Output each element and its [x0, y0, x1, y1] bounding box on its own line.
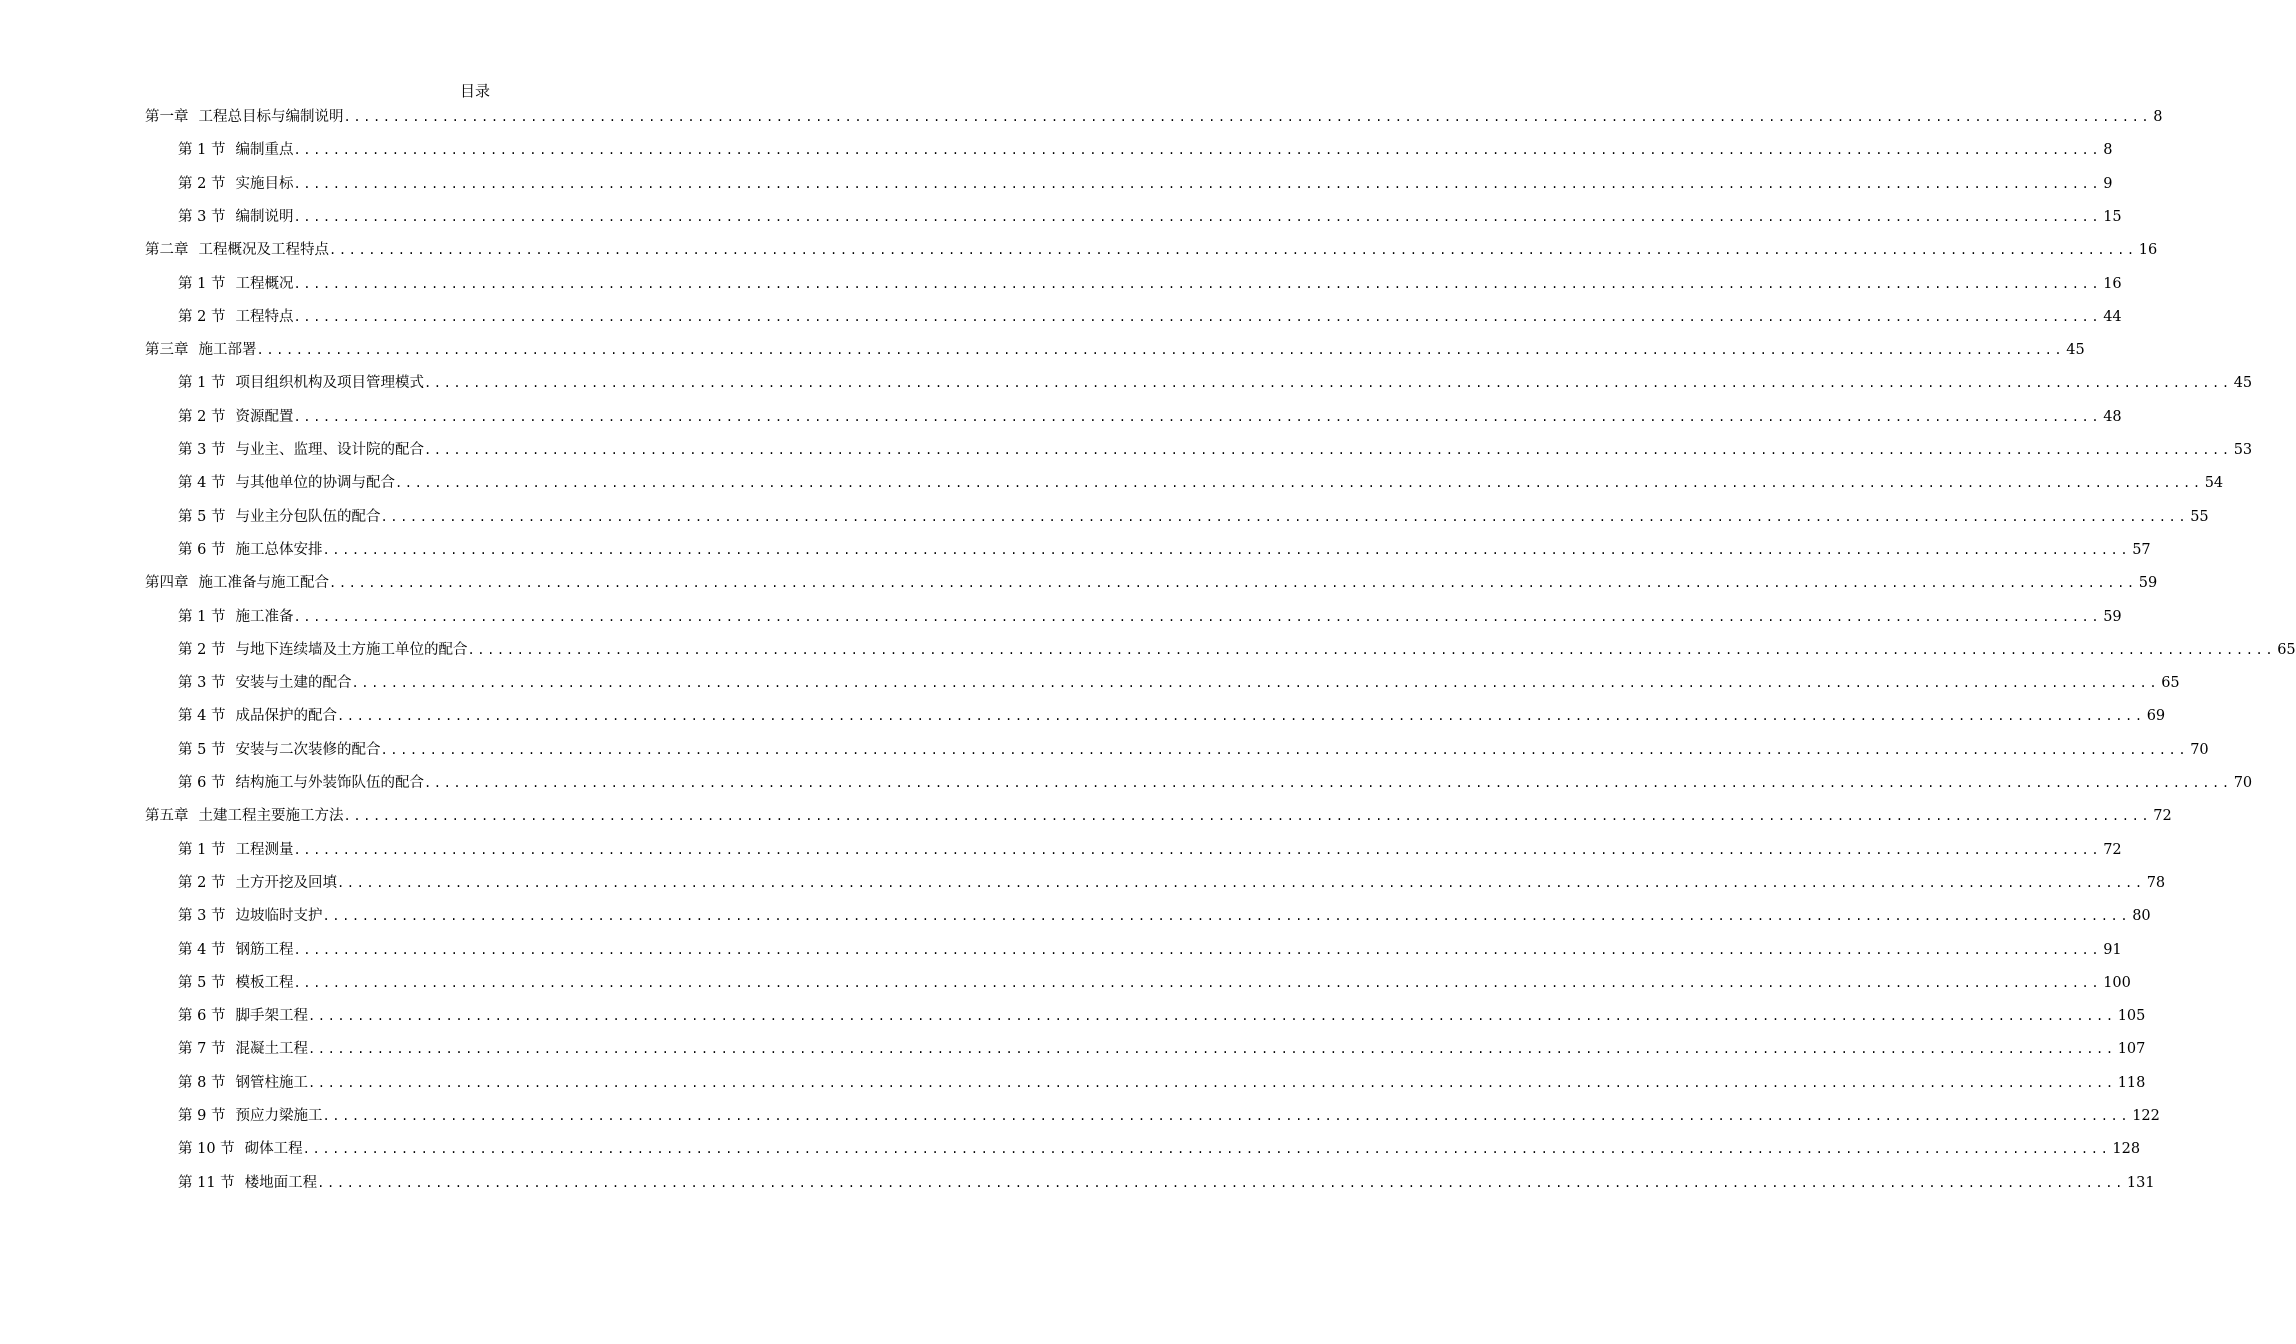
toc-page-number: 72: [2103, 841, 2122, 858]
toc-page-number: 100: [2103, 974, 2131, 991]
toc-dot-leader: [322, 904, 2130, 928]
toc-section-entry[interactable]: [0, 871, 2166, 895]
toc-entry-title: 编制重点: [235, 142, 294, 159]
toc-entry-title: 施工部署: [198, 342, 257, 359]
toc-page-number: 72: [2153, 808, 2172, 825]
toc-section-entry[interactable]: [0, 1137, 2141, 1161]
toc-section-entry[interactable]: [0, 1104, 2160, 1128]
toc-entry-label: 第 2 节: [178, 308, 226, 325]
toc-chapter-entry[interactable]: [0, 238, 2158, 262]
toc-page-number: 70: [2233, 775, 2253, 791]
toc-section-entry[interactable]: [0, 704, 2166, 728]
toc-section-entry[interactable]: [0, 138, 2113, 162]
toc-dot-leader: [293, 971, 2101, 995]
toc-entry-label: 第 5 节: [178, 508, 226, 525]
toc-dot-leader: [344, 105, 2152, 129]
toc-entry-label: 第 8 节: [178, 1074, 226, 1091]
toc-dot-leader: [424, 438, 2232, 462]
toc-dot-leader: [293, 205, 2101, 229]
toc-entry-title: 混凝土工程: [235, 1041, 308, 1058]
toc-page-number: 16: [2103, 275, 2122, 292]
toc-entry-label: 第 7 节: [178, 1041, 226, 1058]
toc-page-number: 105: [2117, 1008, 2146, 1025]
toc-entry-title: 边坡临时支护: [235, 908, 323, 925]
toc-page-number: 54: [2204, 475, 2224, 492]
toc-entry-label: 第 4 节: [178, 941, 226, 958]
toc-entry-title: 土方开挖及回填: [235, 874, 337, 891]
toc-dot-leader: [329, 571, 2137, 595]
toc-section-entry[interactable]: [0, 538, 2151, 562]
toc-section-entry[interactable]: [0, 1171, 2155, 1195]
toc-entry-title: 编制说明: [235, 208, 294, 225]
toc-entry-label: 第 1 节: [178, 142, 226, 159]
toc-page-number: 59: [2138, 575, 2158, 592]
toc-page-number: 69: [2146, 708, 2166, 725]
toc-entry-title: 成品保护的配合: [235, 708, 337, 725]
toc-page-number: 44: [2103, 308, 2122, 325]
toc-section-entry[interactable]: [0, 471, 2224, 495]
toc-dot-leader: [380, 738, 2188, 762]
toc-dot-leader: [424, 771, 2232, 795]
toc-page-number: 57: [2132, 541, 2151, 558]
toc-entry-title: 工程测量: [235, 841, 294, 858]
toc-page-number: 15: [2103, 208, 2122, 225]
toc-dot-leader: [329, 238, 2137, 262]
toc-dot-leader: [322, 1104, 2130, 1128]
toc-dot-leader: [303, 1137, 2111, 1161]
toc-entry-title: 工程总目标与编制说明: [198, 109, 344, 125]
toc-entry-title: 与地下连续墙及土方施工单位的配合: [235, 641, 468, 658]
toc-entry-label: 第 5 节: [178, 741, 226, 758]
toc-entry-label: 第 4 节: [178, 475, 226, 492]
toc-dot-leader: [424, 371, 2232, 395]
toc-section-entry[interactable]: [0, 172, 2113, 196]
toc-entry-title: 砌体工程: [244, 1141, 303, 1158]
toc-chapter-entry[interactable]: [0, 804, 2172, 828]
toc-entry-title: 与业主、监理、设计院的配合: [235, 442, 424, 458]
toc-entry-label: 第四章: [145, 575, 189, 592]
toc-entry-label: 第 11 节: [178, 1174, 235, 1191]
toc-entry-label: 第三章: [145, 342, 189, 359]
toc-dot-leader: [467, 638, 2275, 662]
toc-entry-title: 钢筋工程: [235, 941, 294, 958]
toc-dot-leader: [293, 172, 2101, 196]
toc-dot-leader: [293, 272, 2101, 296]
toc-dot-leader: [308, 1037, 2116, 1061]
toc-chapter-entry[interactable]: [0, 338, 2085, 362]
toc-entry-label: 第 3 节: [178, 442, 226, 458]
toc-page-number: 55: [2190, 508, 2209, 525]
toc-entry-title: 工程特点: [235, 308, 294, 325]
toc-dot-leader: [293, 138, 2101, 162]
toc-section-entry[interactable]: [0, 1004, 2146, 1028]
toc-dot-leader: [293, 938, 2101, 962]
toc-page-number: 70: [2190, 741, 2209, 758]
toc-page-number: 8: [2153, 109, 2163, 125]
toc-dot-leader: [293, 838, 2101, 862]
toc-page-number: 80: [2132, 908, 2151, 925]
toc-chapter-entry[interactable]: [0, 105, 2163, 129]
toc-page-number: 48: [2103, 408, 2122, 425]
toc-entry-label: 第二章: [145, 242, 189, 259]
toc-entry-label: 第 5 节: [178, 974, 226, 991]
toc-section-entry[interactable]: [0, 838, 2122, 862]
toc-entry-title: 土建工程主要施工方法: [198, 808, 344, 825]
toc-page-number: 131: [2126, 1174, 2155, 1191]
toc-page-number: 91: [2103, 941, 2122, 958]
toc-entry-title: 与其他单位的协调与配合: [235, 475, 395, 492]
toc-entry-label: 第 2 节: [178, 175, 226, 192]
toc-section-entry[interactable]: [0, 272, 2122, 296]
toc-entry-label: 第 4 节: [178, 708, 226, 725]
toc-entry-label: 第 3 节: [178, 208, 226, 225]
toc-entry-label: 第 1 节: [178, 841, 226, 858]
toc-page-number: 45: [2233, 375, 2253, 392]
toc-entry-title: 脚手架工程: [235, 1008, 308, 1025]
toc-entry-title: 工程概况: [235, 275, 294, 292]
toc-entry-title: 安装与二次装修的配合: [235, 741, 381, 758]
toc-entry-label: 第 6 节: [178, 775, 226, 791]
toc-entry-title: 资源配置: [235, 408, 294, 425]
toc-dot-leader: [337, 704, 2145, 728]
toc-dot-leader: [293, 605, 2101, 629]
toc-page-number: 65: [2277, 641, 2296, 658]
toc-page-number: 118: [2117, 1074, 2146, 1091]
toc-section-entry[interactable]: [0, 405, 2122, 429]
toc-entry-title: 钢管柱施工: [235, 1074, 308, 1091]
toc-entry-title: 楼地面工程: [244, 1174, 318, 1191]
toc-entry-title: 结构施工与外装饰队伍的配合: [235, 775, 424, 791]
toc-entry-label: 第 1 节: [178, 375, 226, 392]
toc-entry-title: 工程概况及工程特点: [198, 242, 329, 259]
toc-dot-leader: [351, 671, 2159, 695]
toc-page-number: 78: [2146, 874, 2166, 891]
toc-entry-title: 与业主分包队伍的配合: [235, 508, 381, 525]
toc-dot-leader: [322, 538, 2130, 562]
toc-entry-label: 第五章: [145, 808, 189, 825]
toc-entry-title: 预应力梁施工: [235, 1108, 323, 1124]
toc-page-number: 59: [2103, 608, 2122, 625]
toc-section-entry[interactable]: [0, 971, 2131, 995]
toc-dot-leader: [257, 338, 2065, 362]
toc-page-number: 65: [2161, 675, 2180, 692]
toc-chapter-entry[interactable]: [0, 571, 2158, 595]
toc-page-number: 45: [2066, 342, 2085, 359]
toc-dot-leader: [337, 871, 2145, 895]
toc-entry-label: 第 2 节: [178, 408, 226, 425]
toc-dot-leader: [344, 804, 2152, 828]
toc-page-number: 16: [2138, 242, 2158, 259]
toc-entry-label: 第一章: [145, 109, 189, 125]
toc-entry-label: 第 1 节: [178, 275, 226, 292]
toc-entry-title: 项目组织机构及项目管理模式: [235, 375, 424, 392]
toc-page-number: 8: [2103, 142, 2113, 159]
toc-entry-title: 实施目标: [235, 175, 294, 192]
toc-title: 目录: [459, 82, 490, 100]
toc-section-entry[interactable]: [0, 305, 2122, 329]
toc-section-entry[interactable]: [0, 738, 2209, 762]
toc-entry-title: 施工准备: [235, 608, 294, 625]
toc-entry-label: 第 3 节: [178, 908, 226, 925]
toc-page-number: 122: [2132, 1108, 2160, 1124]
toc-entry-label: 第 2 节: [178, 874, 226, 891]
toc-entry-label: 第 10 节: [178, 1141, 235, 1158]
toc-section-entry[interactable]: [0, 771, 2253, 795]
toc-page-number: 53: [2233, 442, 2253, 458]
toc-section-entry[interactable]: [0, 1037, 2146, 1061]
toc-page-number: 107: [2117, 1041, 2146, 1058]
toc-section-entry[interactable]: [0, 505, 2209, 529]
toc-entry-label: 第 2 节: [178, 641, 226, 658]
toc-dot-leader: [317, 1171, 2125, 1195]
toc-entry-title: 施工总体安排: [235, 541, 323, 558]
toc-section-entry[interactable]: [0, 1071, 2146, 1095]
toc-dot-leader: [395, 471, 2203, 495]
toc-dot-leader: [293, 305, 2101, 329]
toc-dot-leader: [308, 1071, 2116, 1095]
toc-page-number: 128: [2112, 1141, 2141, 1158]
toc-section-entry[interactable]: [0, 205, 2122, 229]
toc-page-number: 9: [2103, 175, 2113, 192]
toc-dot-leader: [380, 505, 2188, 529]
toc-section-entry[interactable]: [0, 904, 2151, 928]
toc-section-entry[interactable]: [0, 638, 2296, 662]
toc-entry-label: 第 6 节: [178, 1008, 226, 1025]
toc-entry-label: 第 6 节: [178, 541, 226, 558]
toc-entry-title: 施工准备与施工配合: [198, 575, 329, 592]
toc-section-entry[interactable]: [0, 371, 2253, 395]
toc-entry-label: 第 3 节: [178, 675, 226, 692]
toc-entry-title: 模板工程: [235, 974, 294, 991]
toc-entry-label: 第 9 节: [178, 1108, 226, 1124]
toc-dot-leader: [308, 1004, 2116, 1028]
toc-section-entry[interactable]: [0, 671, 2180, 695]
toc-section-entry[interactable]: [0, 438, 2253, 462]
toc-entry-label: 第 1 节: [178, 608, 226, 625]
toc-section-entry[interactable]: [0, 605, 2122, 629]
toc-entry-title: 安装与土建的配合: [235, 675, 352, 692]
toc-section-entry[interactable]: [0, 938, 2122, 962]
toc-dot-leader: [293, 405, 2101, 429]
